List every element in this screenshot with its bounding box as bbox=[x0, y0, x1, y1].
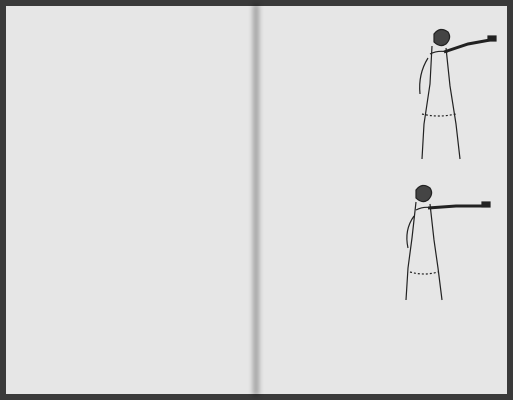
figure-2-illustration bbox=[372, 176, 500, 304]
book-spread bbox=[6, 6, 507, 394]
man-aiming-pistol-icon bbox=[406, 185, 490, 300]
figure-1-illustration bbox=[372, 14, 500, 162]
left-page bbox=[6, 6, 256, 394]
right-page bbox=[256, 6, 507, 394]
man-aiming-pistol-icon bbox=[420, 29, 496, 159]
